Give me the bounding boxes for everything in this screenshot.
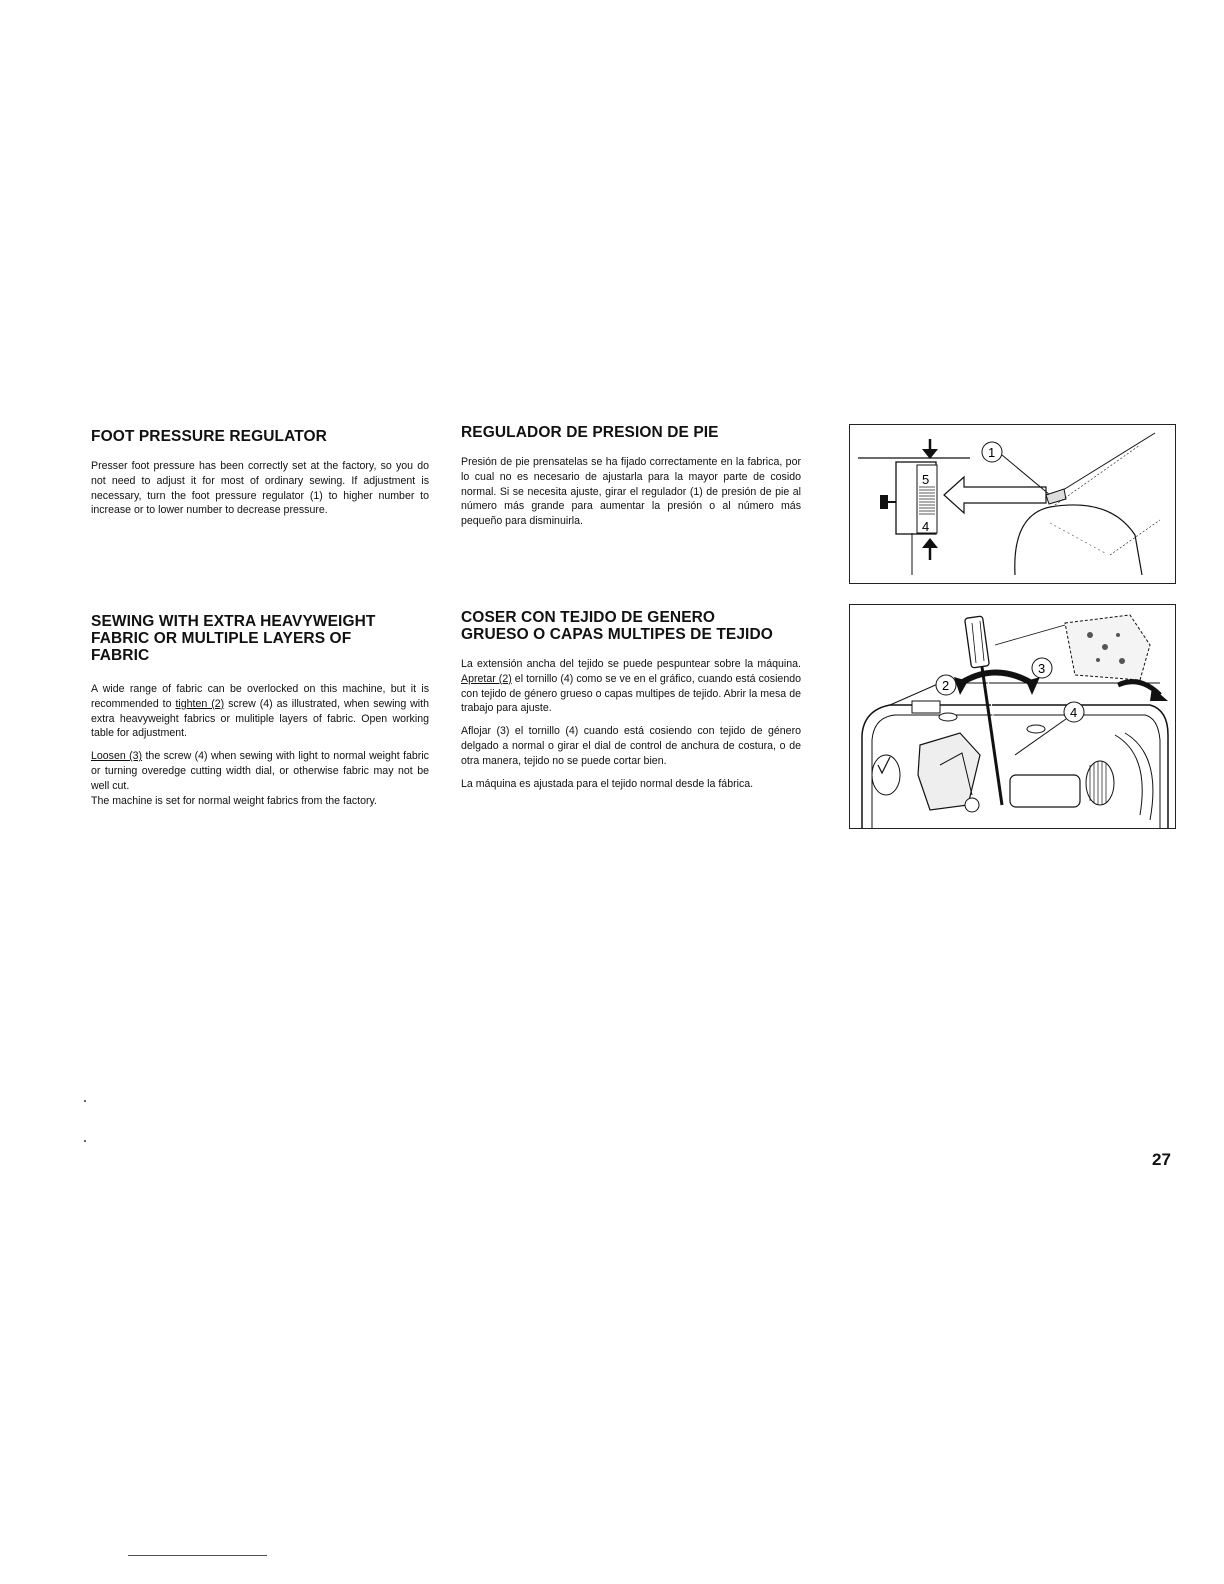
foot-pressure-paragraph: Presser foot pressure has been correctly set at the factory, so you do not need to adjust it for most of ordinary sewing. If adjustment is necessary, turn the foot pressure regulator (1) to higher number to increase or to lower number to decrease pressure. xyxy=(91,460,429,517)
heavyweight-title-line3: FABRIC xyxy=(91,647,150,664)
section-title-heavyweight xyxy=(91,613,429,664)
page-number: 27 xyxy=(1152,1150,1171,1169)
heavyweight-paragraph-2 xyxy=(91,749,429,793)
hollow-arrow-icon xyxy=(944,477,1046,513)
divider-line xyxy=(128,1555,267,1556)
section-title-grueso xyxy=(461,609,801,643)
english-section-foot-pressure xyxy=(91,428,429,526)
dial-illustration xyxy=(850,425,1175,583)
heavyweight-p1-a: A wide range of fabric can be overlocked on this machine, but it is recommended to xyxy=(91,683,429,710)
grueso-paragraph-3: La máquina es ajustada para el tejido normal desde la fábrica. xyxy=(461,777,754,790)
section-title-foot-pressure: FOOT PRESSURE REGULATOR xyxy=(91,428,327,445)
dial-number-upper: 5 xyxy=(922,472,930,487)
heavyweight-p2-underlined: Loosen (3) xyxy=(91,750,143,763)
up-arrow-icon xyxy=(922,538,938,560)
grueso-title-line2: GRUESO O CAPAS MULTIPES DE TEJIDO xyxy=(461,626,773,643)
heavyweight-p2-b: the screw (4) when sewing with light to normal weight fabric or turning overedge cutting width dial, or otherwise fabric may not be well cut. xyxy=(91,750,429,792)
stray-dot-2 xyxy=(84,1140,86,1142)
figure-foot-pressure-dial xyxy=(849,424,1176,584)
section-title-presion: REGULADOR DE PRESION DE PIE xyxy=(461,424,719,441)
callout-2: 2 xyxy=(942,678,950,693)
screw-illustration xyxy=(850,605,1175,828)
grueso-p1-a: La extensión ancha del tejido se puede pespuntear sobre la máquina. xyxy=(461,658,801,670)
presion-paragraph: Presión de pie prensatelas se ha fijado correctamente en la fabrica, por lo cual no es necesario de ajustarla para la mayor parte de cosido normal. Si se necesita ajuste, girar el regulador (1) de presión de pie al número más grande para aumentar la presión o al número más pequeño para disminuirla. xyxy=(461,456,801,528)
figure-screw-adjustment xyxy=(849,604,1176,829)
heavyweight-title-line2: FABRIC OR MULTIPLE LAYERS OF xyxy=(91,630,352,647)
down-arrow-icon xyxy=(922,439,938,459)
callout-1: 1 xyxy=(988,445,996,460)
callout-4: 4 xyxy=(1070,705,1078,720)
grueso-p1-b: el tornillo (4) como se ve en el gráfico, cuando está cosiendo con tejido de género grueso o capas multipes de tejido. Abrir la mesa de trabajo para ajuste. xyxy=(461,672,801,715)
heavyweight-title-line1: SEWING WITH EXTRA HEAVYWEIGHT xyxy=(91,613,376,630)
grueso-p1-underlined: Apretar (2) xyxy=(461,672,512,685)
heavyweight-paragraph-1 xyxy=(91,682,429,741)
heavyweight-paragraph-3: The machine is set for normal weight fabrics from the factory. xyxy=(91,794,377,807)
spanish-section-grueso xyxy=(461,609,801,799)
dial-number-lower: 4 xyxy=(922,519,930,534)
english-section-heavyweight xyxy=(91,613,429,816)
heavyweight-p1-b: screw (4) as illustrated, when sewing with extra heavyweight fabrics or mulitiple layers of fabric. Open working table for adjustment. xyxy=(91,697,429,740)
grueso-paragraph-1 xyxy=(461,657,801,716)
grueso-paragraph-2: Aflojar (3) el tornillo (4) cuando está cosiendo con tejido de género delgado a normal o girar el dial de control de anchura de costura, o de otra manera, tejido no se puede cortar bien. xyxy=(461,725,801,767)
callout-3: 3 xyxy=(1038,661,1046,676)
spanish-section-presion xyxy=(461,424,801,537)
heavyweight-p1-underlined: tighten (2) xyxy=(175,697,225,710)
stray-dot-1 xyxy=(84,1100,86,1102)
grueso-title-line1: COSER CON TEJIDO DE GENERO xyxy=(461,609,716,626)
